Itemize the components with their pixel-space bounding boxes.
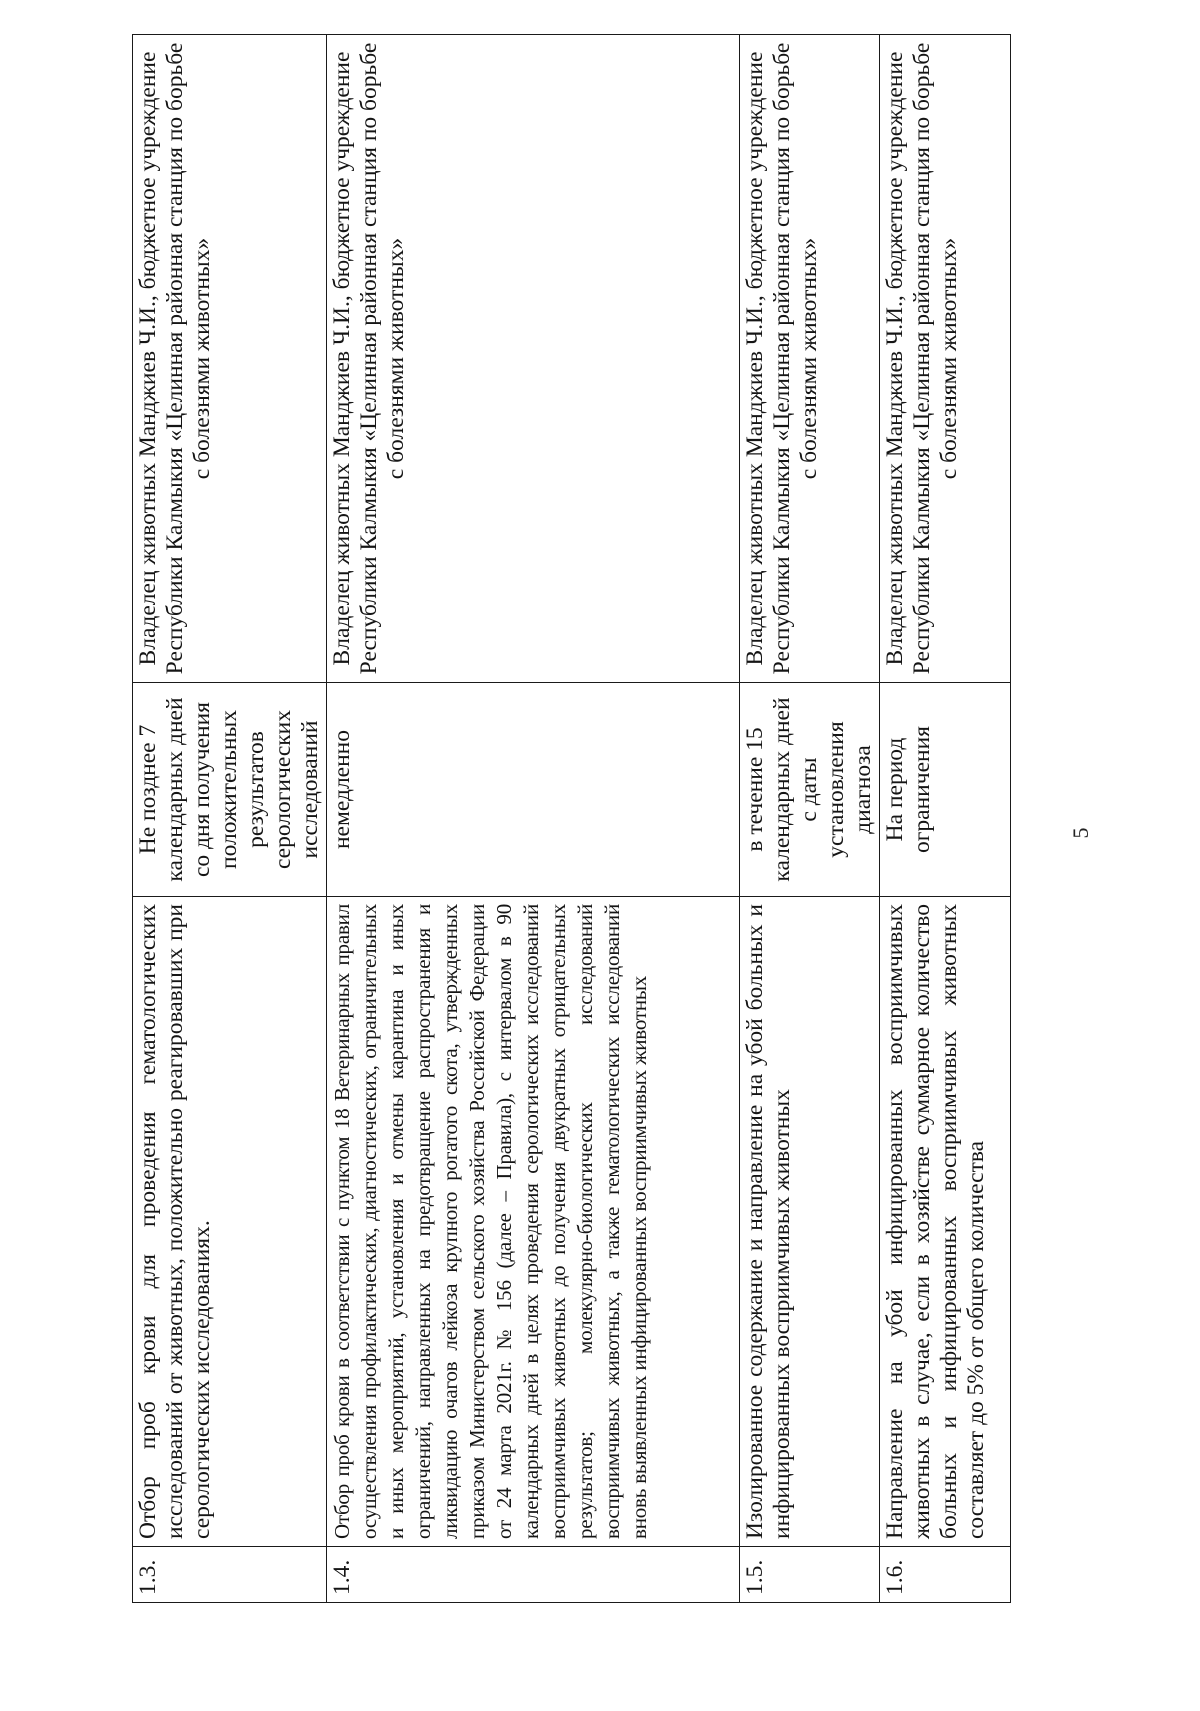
term-cell: немедленно <box>327 683 740 897</box>
table-row <box>880 35 1011 1603</box>
responsible-cell: Владелец животных Манджиев Ч.И., бюджетное учреждение Республики Калмыкия «Целинная районная станция по борьбе с болезнями животных» <box>133 35 327 683</box>
term-cell: Не позднее 7 календарных дней со дня получения положительных результатов серологических исследований <box>133 683 327 897</box>
activity-cell: Отбор проб крови для проведения гематологических исследований от животных, положительно реагировавших при серологических исследованиях. <box>133 897 327 1547</box>
activity-text: Отбор проб крови в соответствии с пунктом 18 Ветеринарных правил осуществления профилактических, диагностических, ограничительных и иных мероприятий, установления и отмены карантина и иных ограничений, направленных на предотвращение распространения и ликвидацию очагов лейкоза крупного рогатого скота, утвержденных приказом Министерством сельского хозяйства Российской Федерации от 24 марта 2021г. № 156 (далее – Правила), с интервалом в 90 календарных дней в целях проведения серологических исследований восприимчивых животных до получения двукратных отрицательных результатов; молекулярно-биологических исследований восприимчивых животных, а также гематологических исследований вновь выявленных инфицированных восприимчивых животных <box>330 904 651 1539</box>
row-number: 1.4. <box>327 1547 740 1603</box>
responsible-cell: Владелец животных Манджиев Ч.И., бюджетное учреждение Республики Калмыкия «Целинная районная станция по борьбе с болезнями животных» <box>740 35 880 683</box>
term-cell: в течение 15 календарных дней с даты установления диагноза <box>740 683 880 897</box>
row-number: 1.3. <box>133 1547 327 1603</box>
row-number: 1.5. <box>740 1547 880 1603</box>
table-row <box>740 35 880 1603</box>
activity-cell: Изолированное содержание и направление на убой больных и инфицированных восприимчивых животных <box>740 897 880 1547</box>
row-number: 1.6. <box>880 1547 1011 1603</box>
rotated-table-sheet <box>132 35 1090 1603</box>
activity-cell <box>327 897 740 1547</box>
responsible-cell: Владелец животных Манджиев Ч.И., бюджетное учреждение Республики Калмыкия «Целинная районная станция по борьбе с болезнями животных» <box>327 35 740 683</box>
responsible-cell: Владелец животных Манджиев Ч.И., бюджетное учреждение Республики Калмыкия «Целинная районная станция по борьбе с болезнями животных» <box>880 35 1011 683</box>
table-row <box>327 35 740 1603</box>
page-number: 5 <box>1068 827 1093 839</box>
activity-cell: Направление на убой инфицированных восприимчивых животных в случае, если в хозяйстве суммарное количество больных и инфицированных восприимчивых животных составляет до 5% от общего количества <box>880 897 1011 1547</box>
table-row <box>133 35 327 1603</box>
measures-table <box>132 34 1011 1603</box>
term-cell: На период ограничения <box>880 683 1011 897</box>
